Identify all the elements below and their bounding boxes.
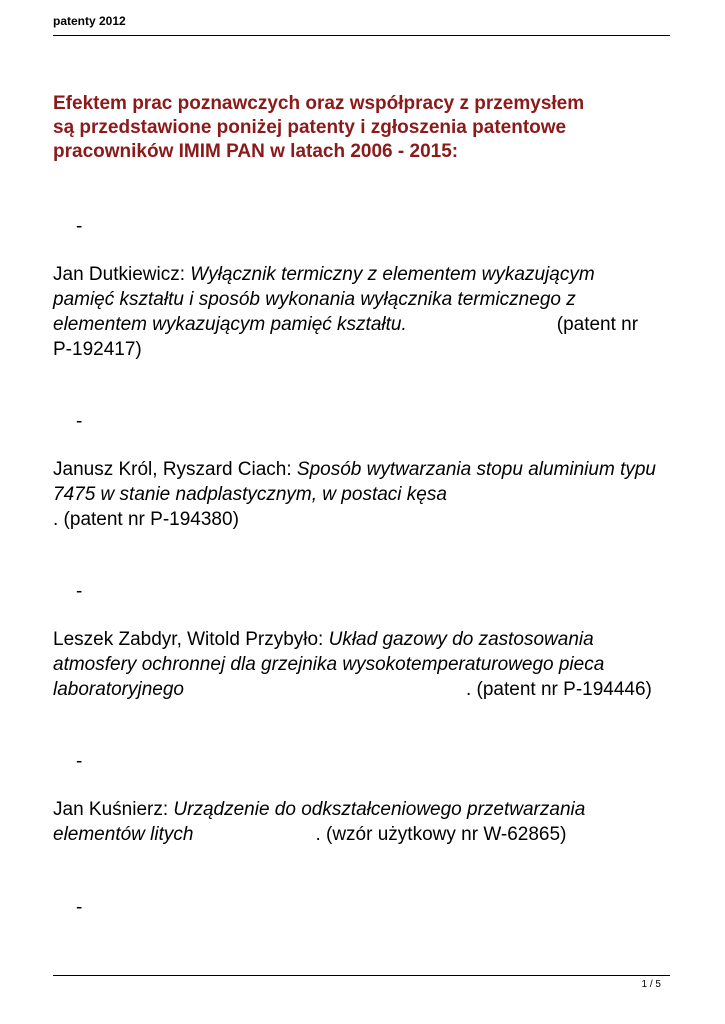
intro-line-1: Efektem prac poznawczych oraz współpracy z przemysłem (53, 93, 585, 114)
list-bullet-dash: - (76, 897, 83, 918)
patent-authors: Leszek Zabdyr, Witold Przybyło: (53, 629, 329, 650)
list-bullet-dash: - (76, 411, 83, 432)
utility-model-number: . (wzór użytkowy nr W-62865) (315, 824, 567, 845)
list-bullet-dash: - (76, 751, 83, 772)
patent-authors: Jan Dutkiewicz: (53, 264, 191, 285)
patent-entry-3: Leszek Zabdyr, Witold Przybyło: Układ gazowy do zastosowania atmosfery ochronnej dla grzejnika wysokotemperaturowego pieca laboratoryjnego . (patent nr P-194446) (53, 629, 652, 700)
list-bullet-dash: - (76, 581, 83, 602)
page-header-title: patenty 2012 (53, 14, 126, 28)
list-bullet-dash: - (76, 216, 83, 237)
footer-divider (53, 975, 670, 976)
header-divider (53, 35, 670, 36)
intro-heading (53, 92, 653, 164)
page-number: 1 / 5 (641, 979, 661, 990)
patent-number: . (patent nr P-194380) (53, 509, 239, 530)
intro-line-3: pracowników IMIM PAN w latach 2006 - 2015: (53, 141, 459, 162)
patent-entry-2: Janusz Król, Ryszard Ciach: Sposób wytwarzania stopu aluminium typu 7475 w stanie nadplastycznym, w postaci kęsa . (patent nr P-194380) (53, 457, 678, 532)
patent-entry-4 (53, 797, 678, 847)
patent-number: . (patent nr P-194446) (465, 679, 652, 700)
patent-title-end: elementów litych (53, 824, 194, 845)
patent-title-end: laboratoryjnego (53, 679, 184, 700)
patent-title: Urządzenie do odkształceniowego przetwarzania (173, 799, 586, 820)
patent-number-label: (patent nr (556, 314, 639, 335)
patent-number: P-192417) (53, 339, 142, 360)
patent-entry-1: Jan Dutkiewicz: Wyłącznik termiczny z elementem wykazującym pamięć kształtu i sposób wykonania wyłącznika termicznego z elementem wykazującym pamięć kształtu. (patent nr P-192417) (53, 262, 678, 362)
intro-line-2: są przedstawione poniżej patenty i zgłoszenia patentowe (53, 117, 567, 138)
patent-authors: Jan Kuśnierz: (53, 799, 174, 820)
patent-authors: Janusz Król, Ryszard Ciach: (53, 459, 297, 480)
